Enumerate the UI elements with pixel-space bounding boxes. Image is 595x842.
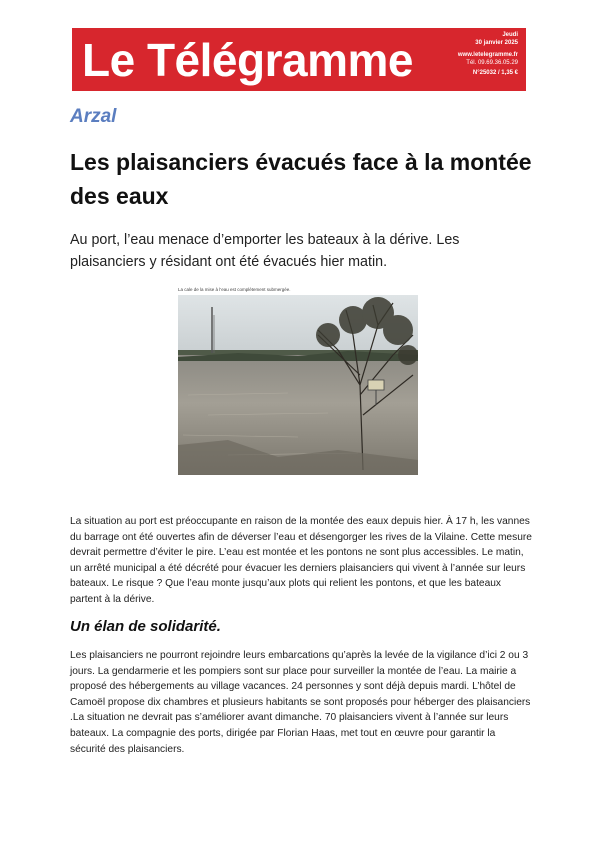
article-kicker: Arzal — [70, 106, 117, 127]
phone-number: Tél. 09.69.36.05.29 — [466, 59, 518, 66]
masthead — [72, 28, 526, 91]
article-headline: Les plaisanciers évacués face à la montée des eaux — [70, 149, 532, 209]
issue-price: N°25032 / 1,35 € — [472, 70, 518, 76]
article-photo — [178, 287, 418, 475]
photo-caption: La cale de la mise à l’eau est complètement submergée. — [178, 287, 291, 292]
edition-day: Jeudi — [502, 32, 518, 38]
article-subheading: Un élan de solidarité. — [70, 618, 221, 635]
website-link[interactable]: www.letelegramme.fr — [457, 52, 518, 58]
article-lead: Au port, l’eau menace d’emporter les bateaux à la dérive. Les plaisanciers y résidant ont été évacués hier matin. — [70, 232, 460, 270]
article-paragraph: La situation au port est préoccupante en raison de la montée des eaux depuis hier. À 17 h, les vannes du barrage ont été ouvertes afin de déverser l’eau et désengorger les rives de la Vilaine. Cette mesure devrait permettre d’éviter le pire. L’eau est montée et les pontons ne sont plus accessibles. Le matin, un arrêté municipal a été décrété pour évacuer les derniers plaisanciers qui vivent à l’année sur leurs bateaux. Le risque ? Que l’eau monte jusqu’aux plots qui relient les pontons, et que les bateaux partent à la dérive. — [70, 516, 532, 605]
flooded-port-image — [178, 295, 418, 475]
edition-date: 30 janvier 2025 — [475, 39, 518, 46]
newspaper-logo: Le Télégramme — [82, 34, 413, 86]
article-paragraph: Les plaisanciers ne pourront rejoindre leurs embarcations qu’après la levée de la vigilance d’ici 2 ou 3 jours. La gendarmerie et les pompiers sont sur place pour surveiller la montée de l’eau. La mairie a proposé des hébergements au village vacances. 24 personnes y sont déjà depuis mardi. L’hôtel de Camoël propose dix chambres et plusieurs habitants se sont proposés pour héberger des plaisanciers .La situation ne devrait pas s’améliorer avant dimanche. 70 plaisanciers vivent à l’année sur leurs bateaux. La compagnie des ports, dirigée par Florian Haas, met tout en œuvre pour garantir la sécurité des plaisanciers. — [70, 650, 531, 755]
edition-info — [428, 32, 518, 78]
